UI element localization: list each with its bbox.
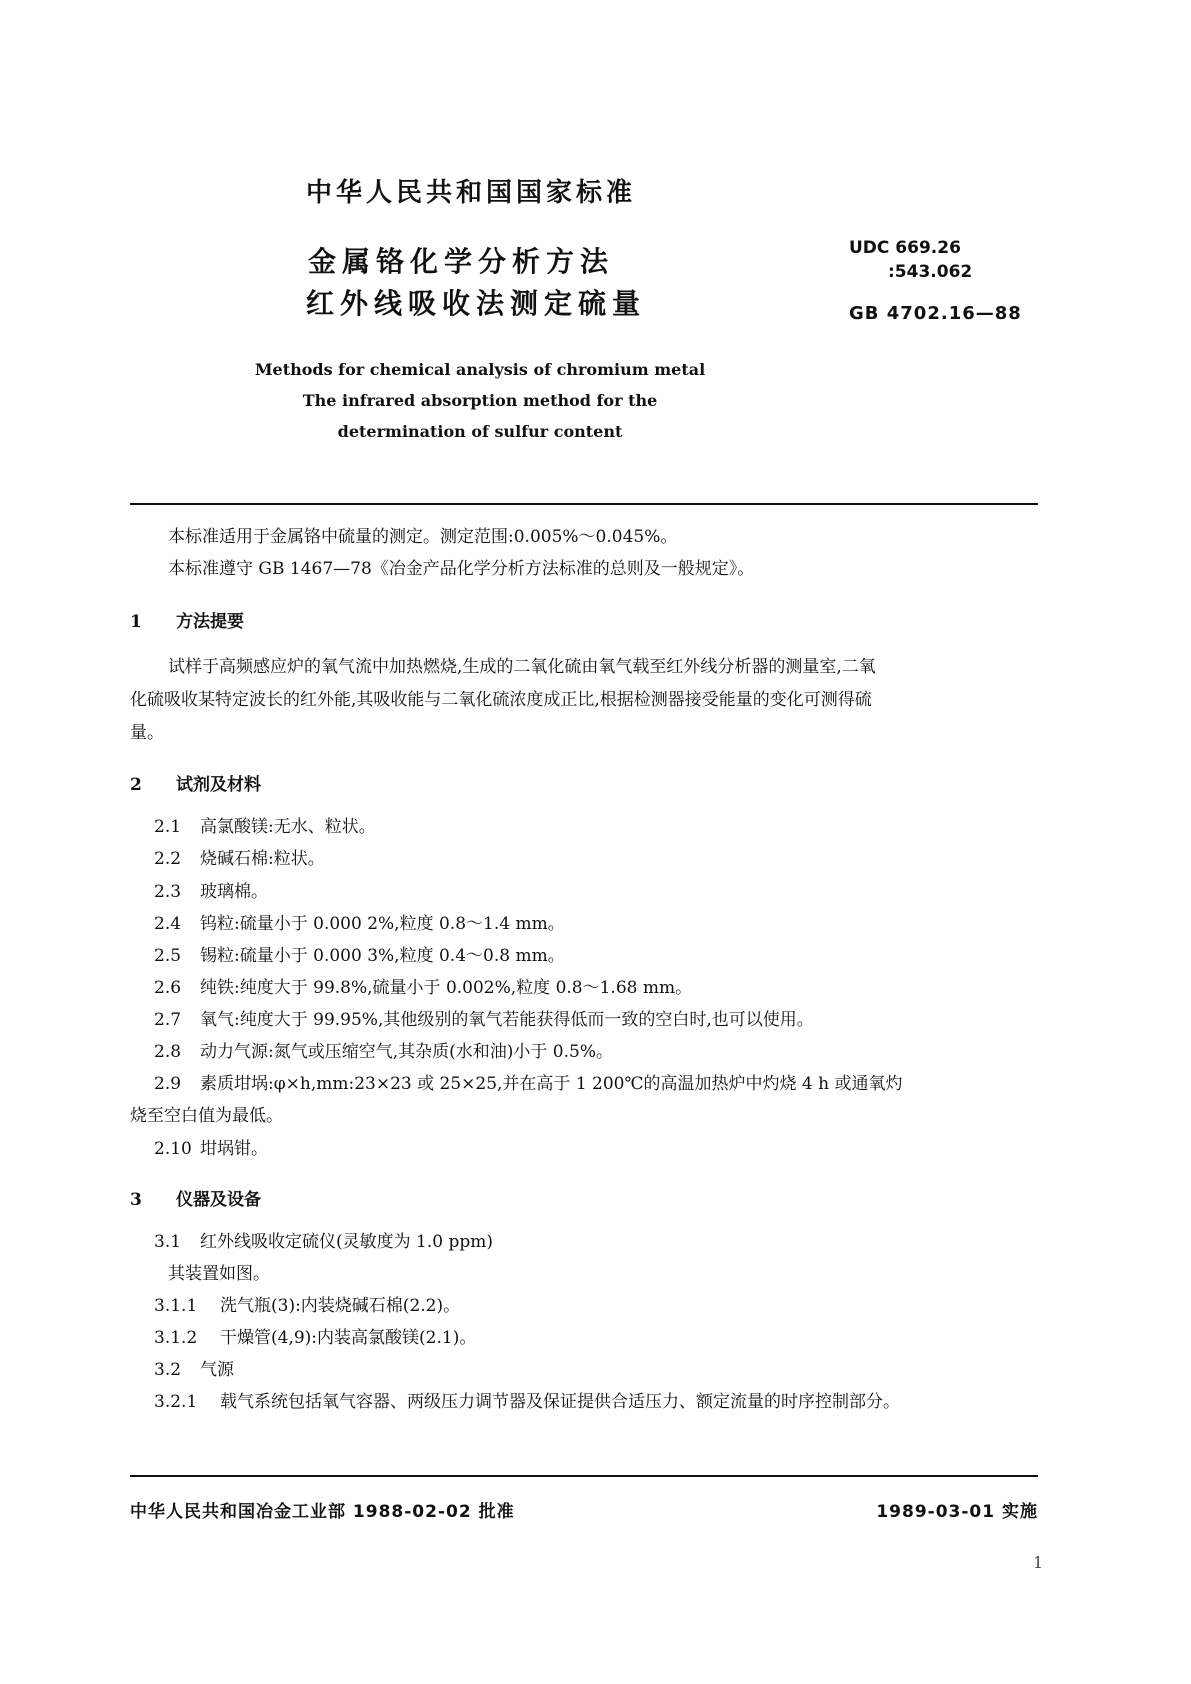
section-2-heading — [130, 770, 261, 795]
list-item-note: 其装置如图。 — [168, 1264, 270, 1284]
list-item: 3.2.1 载气系统包括氧气容器、两级压力调节器及保证提供合适压力、额定流量的时序控制部分。 — [154, 1392, 900, 1412]
list-item: 3.2 气源 — [154, 1360, 234, 1380]
section-1-text-line1: 试样于高频感应炉的氧气流中加热燃烧,生成的二氧化硫由氧气载至红外线分析器的测量室,二氧 — [168, 657, 876, 677]
english-title-line1: Methods for chemical analysis of chromium metal — [254, 360, 706, 379]
udc-code-line2: :543.062 — [888, 262, 973, 282]
footer-divider — [130, 1475, 1038, 1477]
header-divider — [130, 503, 1038, 505]
list-item: 3.1 红外线吸收定硫仪(灵敏度为 1.0 ppm) — [154, 1232, 493, 1252]
document-title-line2: 红外线吸收法测定硫量 — [306, 287, 647, 320]
list-item: 2.5 锡粒:硫量小于 0.000 3%,粒度 0.4～0.8 mm。 — [154, 946, 565, 966]
list-item: 3.1.1 洗气瓶(3):内装烧碱石棉(2.2)。 — [154, 1296, 461, 1316]
section-3-title: 仪器及设备 — [176, 1190, 261, 1210]
document-title-line1: 金属铬化学分析方法 — [308, 245, 615, 278]
section-3-number: 3 — [130, 1190, 142, 1210]
section-1-number: 1 — [130, 612, 142, 632]
list-item: 2.7 氧气:纯度大于 99.95%,其他级别的氧气若能获得低而一致的空白时,也可以使用。 — [154, 1010, 814, 1030]
english-title-line2: The infrared absorption method for the — [302, 391, 658, 410]
section-2-number: 2 — [130, 775, 142, 795]
list-item: 2.6 纯铁:纯度大于 99.8%,硫量小于 0.002%,粒度 0.8～1.68 mm。 — [154, 978, 693, 998]
list-item: 2.2 烧碱石棉:粒状。 — [154, 849, 325, 869]
section-1-title: 方法提要 — [176, 612, 244, 632]
udc-code-line1: UDC 669.26 — [849, 238, 961, 258]
list-item: 2.3 玻璃棉。 — [154, 882, 268, 902]
list-item: 3.1.2 干燥管(4,9):内装高氯酸镁(2.1)。 — [154, 1328, 477, 1348]
section-3-heading — [130, 1185, 261, 1210]
list-item: 2.4 钨粒:硫量小于 0.000 2%,粒度 0.8～1.4 mm。 — [154, 914, 565, 934]
list-item: 2.8 动力气源:氮气或压缩空气,其杂质(水和油)小于 0.5%。 — [154, 1042, 613, 1062]
national-standard-heading: 中华人民共和国国家标准 — [306, 178, 637, 208]
gb-standard-code: GB 4702.16—88 — [849, 303, 1022, 324]
scope-statement: 本标准适用于金属铬中硫量的测定。测定范围:0.005%～0.045%。 — [168, 527, 678, 547]
section-1-text-line3: 量。 — [130, 723, 164, 743]
list-item: 2.10 坩埚钳。 — [154, 1139, 268, 1159]
page-number: 1 — [1033, 1553, 1044, 1572]
list-item: 2.1 高氯酸镁:无水、粒状。 — [154, 817, 376, 837]
english-title-line3: determination of sulfur content — [337, 422, 623, 441]
implementation-date: 1989-03-01 实施 — [876, 1502, 1038, 1522]
compliance-statement: 本标准遵守 GB 1467—78《冶金产品化学分析方法标准的总则及一般规定》。 — [168, 559, 755, 579]
section-1-text-line2: 化硫吸收某特定波长的红外能,其吸收能与二氧化硫浓度成正比,根据检测器接受能量的变化可测得硫 — [130, 690, 872, 710]
approval-date: 中华人民共和国冶金工业部 1988-02-02 批准 — [130, 1502, 515, 1522]
section-2-title: 试剂及材料 — [176, 775, 261, 795]
section-1-heading — [130, 607, 244, 632]
list-item: 2.9 素质坩埚:φ×h,mm:23×23 或 25×25,并在高于 1 200℃的高温加热炉中灼烧 4 h 或通氧灼 — [154, 1074, 903, 1094]
list-item-continuation: 烧至空白值为最低。 — [130, 1106, 283, 1126]
